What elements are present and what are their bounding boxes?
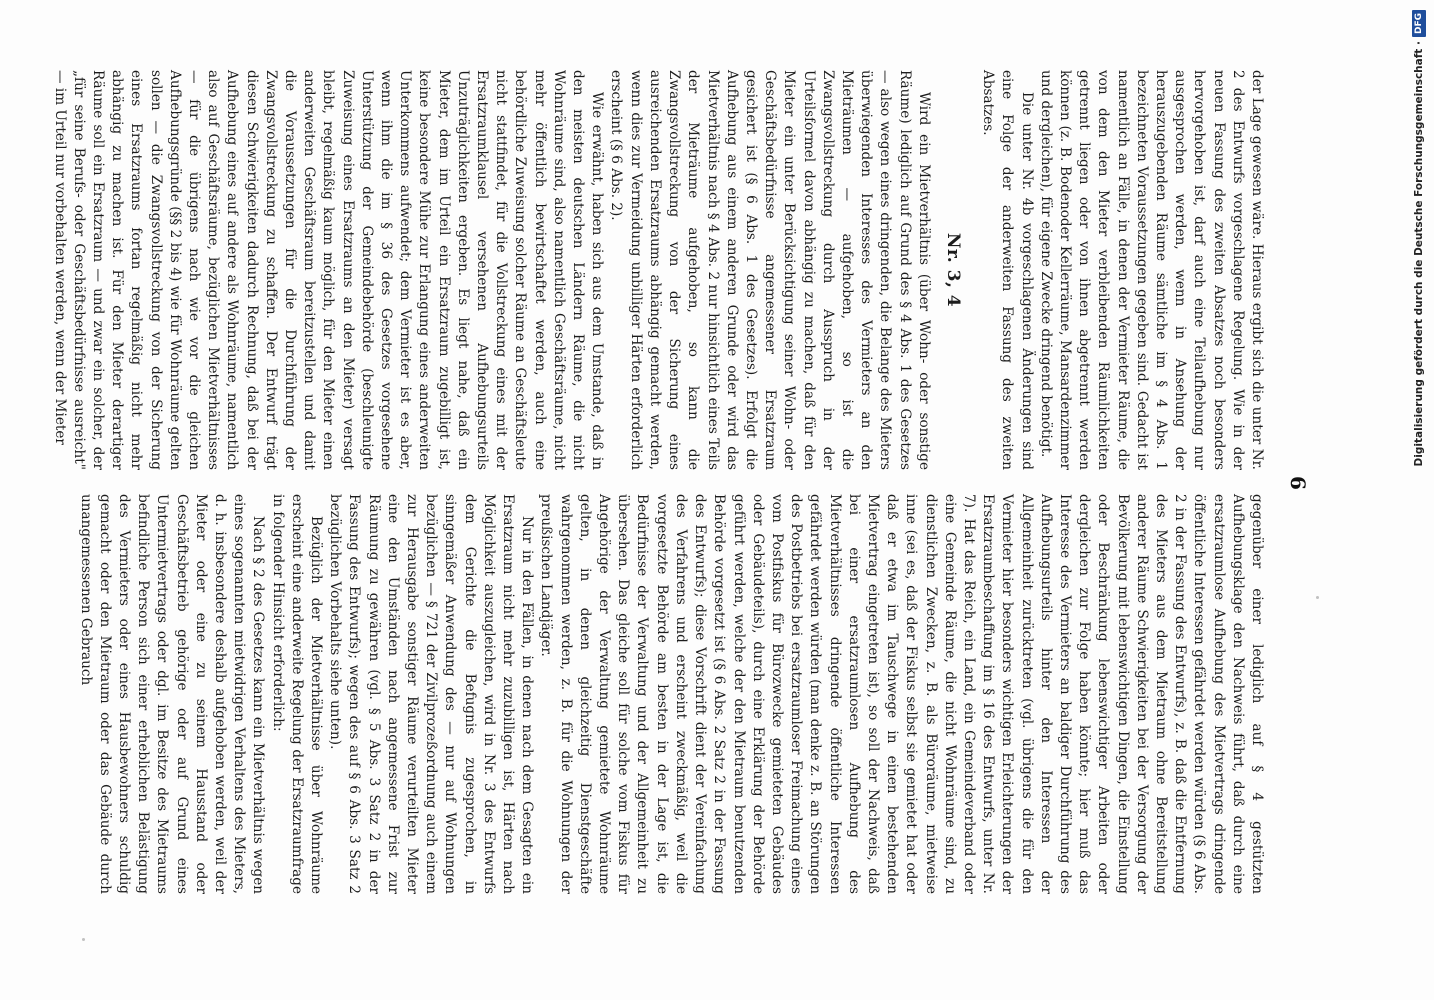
paragraph: gegenüber einer lediglich auf § 4 gestützten Aufhebungsklage den Nachweis führt, daß durch eine ersatzraumlose Aufhebung des Mietvertrags dringende öffentliche Interessen gefährdet werden würden (§ 6 Abs. 2 in der Fassung des Entwurfs), z. B. daß die Entfernung des Mieters aus dem Mietraum ohne Bereitstellung anderer Räume Schwierigkeiten bei der Versorgung der Bevölkerung mit lebenswichtigen Dingen, die Einstellung oder Beschränkung lebenswichtiger Arbeiten oder dergleichen zur Folge haben könnte; hier muß das Interesse des Vermieters an baldiger Durchführung des Aufhebungsurteils hinter den Interessen der Allgemeinheit zurücktreten (vgl. übrigens die für den Vermieter hier besonders wichtigen Erleichterungen der Ersatzraumbeschaffung im § 16 des Entwurfs, unter Nr. 7). Hat das Reich, ein Land, ein Gemeindeverband oder eine Gemeinde Räume, die nicht Wohnräume sind, zu dienstlichen Zwecken, z. B. als Büroräume, mietweise inne (sei es, daß der Fiskus selbst sie gemietet hat oder daß er etwa im Tauschwege in einen bestehenden Mietvertrag eingetreten ist), so soll der Nachweis, daß bei einer ersatzraumlosen Aufhebung des Mietverhältnisses dringende öffentliche Interessen gefährdet werden würden (man denke z. B. an Störungen des Postbetriebs bei ersatzraumloser Freimachung eines vom Postfiskus für Bürozwecke gemieteten Gebäudes oder Gebäudeteils), durch eine Erklärung der Behörde geführt werden, welche der den Mietraum benutzenden Behörde vorgesetzt ist (§ 6 Abs. 2 Satz 2 in der Fassung des Entwurfs); diese Vorschrift dient der Vereinfachung des Verfahrens und erscheint zweckmäßig, weil die vorgesetzte Behörde am besten in der Lage ist, die Bedürfnisse der Verwaltung und der Allgemeinheit zu übersehen. Das gleiche soll für solche vom Fiskus für Angehörige der Verwaltung gemietete Wohnräume gelten, in denen gleichzeitig Dienstgeschäfte wahrgenommen werden, z. B. für die Wohnungen der preußischen Landjäger. bbox=[538, 494, 1265, 894]
paragraph: Bezüglich der Mietverhältnisse über Wohnräume erscheint eine anderweite Regelung der Ersatzraumfrage in folgender Hinsicht erforderlich: bbox=[269, 494, 325, 894]
document-page bbox=[51, 58, 1318, 908]
dfg-logo-icon: DFG bbox=[1412, 10, 1426, 37]
paragraph: der Lage gewesen wäre. Hieraus ergibt sich die unter Nr. 2 des Entwurfs vorgeschlagene Regelung. Wie in der neuen Fassung des zweiten Absatzes noch besonders hervorgehoben ist, darf auch eine Teilaufhebung nur ausgesprochen werden, wenn in Ansehung der herauszugebenden Räume sämtliche im § 4 Abs. 1 bezeichneten Voraussetzungen gegeben sind. Gedacht ist namentlich an Fälle, in denen der Vermieter Räume, die von dem den Mieter verbleibenden Räumlichkeiten getrennt liegen oder von ihnen abgetrennt werden können (z. B. Bodenoder Kellerräume, Mansardenzimmer und dergleichen), für eigene Zwecke dringend benötigt. bbox=[1037, 70, 1265, 470]
paragraph: Wie erwähnt, haben sich aus dem Umstande, daß in den meisten deutschen Ländern Räume, die nicht Wohnräume sind, also namentlich Geschäftsräume, nicht mehr öffentlich bewirtschaftet werden, auch eine behördliche Zuweisung solcher Räume an Geschäftsleute nicht stattfindet, für die Vollstreckung eines mit der Ersatzraumklausel versehenen Aufhebungsurteils Unzuträglichkeiten ergeben. Es liegt nahe, daß ein Mieter, dem im Urteil ein Ersatzraum zugebilligt ist, keine besondere Mühe zur Erlangung eines anderweiten Unterkommens aufwendet; dem Vermieter ist es aber, wenn ihm die im § 36 des Gesetzes vorgesehene Unterstützung der Gemeindebehörde (beschleunigte Zuweisung eines Ersatzraums an den Mieter) versagt bleibt, regelmäßig kaum möglich, für den Mieter einen anderweiten Geschäftsraum bereitzustellen und damit die Voraussetzungen für die Durchführung der Zwangsvollstreckung zu schaffen. Der Entwurf trägt diesen Schwierigkeiten dadurch Rechnung, daß bei der Aufhebung eines auf andere als Wohnräume, namentlich also auf Geschäftsräume, bezüglichen Mietverhältnisses — für die übrigens nach wie vor die gleichen Aufhebungsgründe (§§ 2 bis 4) wie für Wohnräume gelten sollen — die Zwangsvollstreckung von der Sicherung eines Ersatzraums fortan regelmäßig nicht mehr abhängig zu machen ist. Für den Mieter derartiger Räume soll ein Ersatzraum — und zwar ein solcher, der „für seine Berufs- oder Geschäftsbedürfnisse ausreicht" — im Urteil nur vorbehalten werden, wenn der Mieter bbox=[51, 70, 606, 470]
paragraph: Nur in den Fällen, in denen nach dem Gesagten ein Ersatzraum nicht mehr zuzubilligen ist, Härten nach Möglichkeit auszugleichen, wird in Nr. 3 des Entwurfs dem Gerichte die Befugnis zugesprochen, in sinngemäßer Anwendung des — nur auf Wohnungen bezüglichen — § 721 der Zivilprozeßordnung auch einem zur Herausgabe sonstiger Räume verurteilten Mieter eine den Umständen nach angemessene Frist zur Räumung zu gewähren (vgl. § 5 Abs. 3 Satz 2 in der Fassung des Entwurfs); wegen des auf § 6 Abs. 3 Satz 2 bezüglichen Vorbehalts siehe unten). bbox=[327, 494, 536, 894]
section-heading: Nr. 3, 4 bbox=[942, 232, 963, 308]
paragraph: Nach § 2 des Gesetzes kann ein Mietverhältnis wegen eines sogenannten mietwidrigen Verhaltens des Mieters, d. h. insbesondere deshalb aufgehoben werden, weil der Mieter oder eine zu seinem Hausstand oder Geschäftsbetrieb gehörige oder auf Grund eines Untermietvertrags oder dgl. im Besitze des Mietraums befindliche Person sich einer erheblichen Belästigung des Vermieters oder eines Hausbewohners schuldig gemacht oder den Mietraum oder das Gebäude durch unangemessenen Gebrauch bbox=[77, 494, 267, 894]
paragraph: Die unter Nr. 4b vorgeschlagenen Änderungen sind eine Folge der anderweiten Fassung des zweiten Absatzes. bbox=[980, 70, 1035, 470]
paragraph: Wird ein Mietverhältnis (über Wohn- oder sonstige Räume) lediglich auf Grund des § 4 Abs. 1 des Gesetzes — also wegen eines dringenden, die Belange des Mieters überwiegenden Interesses des Vermieters an den Mieträumen — aufgehoben, so ist die Zwangsvollstreckung durch Ausspruch in der Urteilsformel davon abhängig zu machen, daß für den Mieter ein unter Berücksichtigung seiner Wohn- oder Geschäftsbedürfnisse angemessener Ersatzraum gesichert ist (§ 6 Abs. 1 des Gesetzes). Erfolgt die Aufhebung aus einem anderen Grunde oder wird das Mietverhältnis nach § 4 Abs. 2 nur hinsichtlich eines Teils der Mieträume aufgehoben, so kann die Zwangsvollstreckung von der Sicherung eines ausreichenden Ersatzraums abhängig gemacht werden, wenn dies zur Vermeidung unbilliger Härten erforderlich erscheint (§ 6 Abs. 2). bbox=[608, 70, 932, 470]
scan-speck bbox=[1316, 596, 1319, 599]
text-column-right bbox=[75, 494, 1266, 894]
credit-text: Digitalisierung gefördert durch die Deutsche Forschungsgemeinschaft · bbox=[1413, 41, 1425, 467]
digitization-credit-rotated bbox=[1410, 10, 1428, 990]
rotated-page-content bbox=[51, 58, 1318, 908]
page-number: 6 bbox=[1286, 476, 1310, 490]
digitization-credit bbox=[1410, 10, 1428, 990]
scan-speck bbox=[82, 938, 85, 941]
text-column-left bbox=[49, 70, 1266, 470]
